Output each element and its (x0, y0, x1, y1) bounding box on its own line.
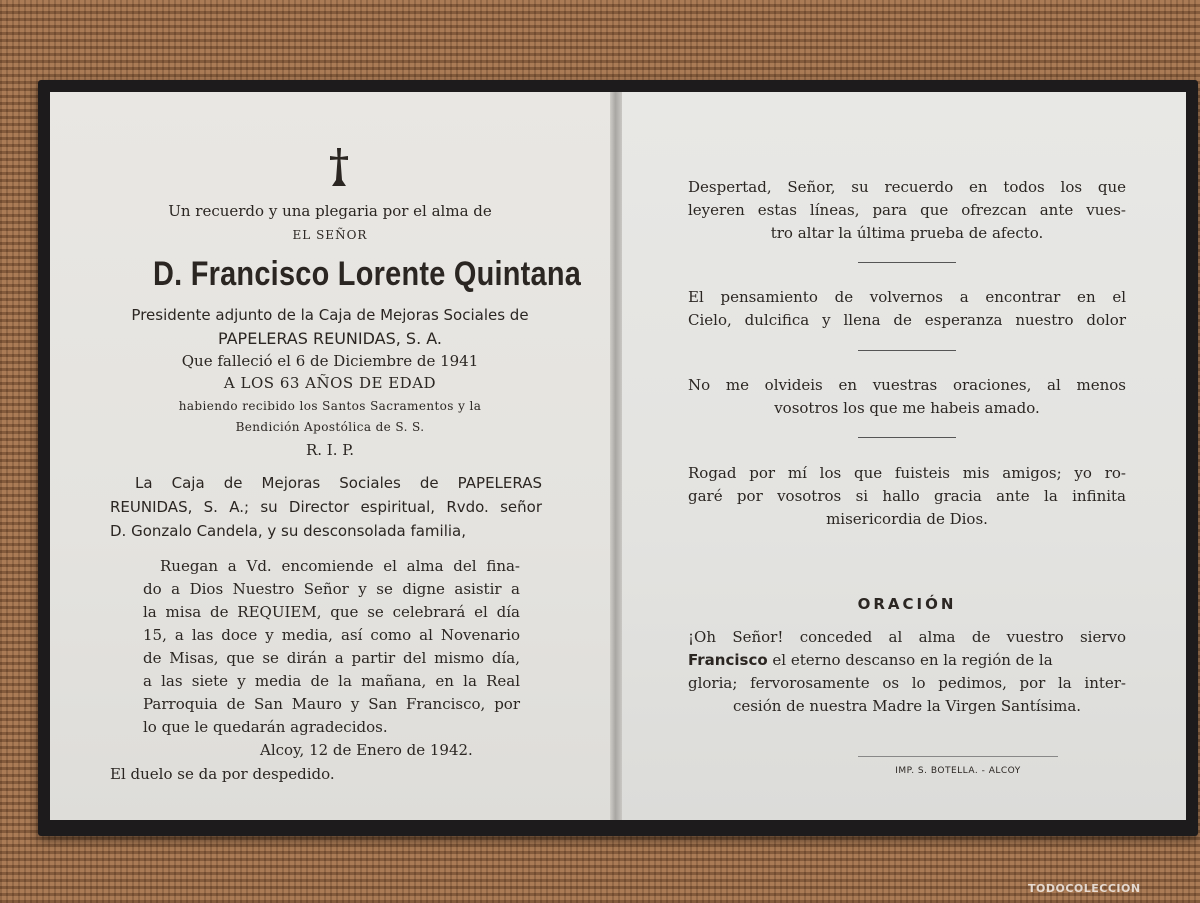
closing-line: El duelo se da por despedido. (110, 765, 335, 783)
card-fold (610, 92, 622, 820)
request-line-6: a las siete y media de la mañana, en la Real (143, 672, 520, 690)
request-line-4: 15, a las doce y media, así como al Novenario (143, 626, 520, 644)
separator-line (858, 350, 956, 351)
watermark: TODOCOLECCION (1028, 882, 1141, 895)
age-line: A LOS 63 AÑOS DE EDAD (223, 374, 437, 392)
printer-rule (858, 756, 1058, 757)
deceased-name: D. Francisco Lorente Quintana (153, 255, 582, 293)
company-line: PAPELERAS REUNIDAS, S. A. (217, 329, 443, 348)
honorific: EL SEÑOR (292, 228, 368, 242)
prayer-line-1: ¡Oh Señor! conceded al alma de vuestro siervo (688, 628, 1126, 646)
sacraments-line-1: habiendo recibido los Santos Sacramentos y la (178, 399, 482, 413)
verse-2-line-1: El pensamiento de volvernos a encontrar en el (688, 288, 1126, 306)
prayer-line-2-rest: el eterno descanso en la región de la (767, 651, 1053, 669)
cross-icon (325, 146, 353, 190)
verse-3-line-2: vosotros los que me habeis amado. (774, 399, 1040, 417)
memorial-card (38, 80, 1198, 836)
request-line-8: lo que le quedarán agradecidos. (143, 718, 388, 736)
prayer-line-4: cesión de nuestra Madre la Virgen Santísima. (732, 697, 1082, 715)
request-line-1: Ruegan a Vd. encomiende el alma del fina- (160, 557, 520, 575)
family-line-3: D. Gonzalo Candela, y su desconsolada familia, (110, 522, 467, 540)
prayer-title: ORACIÓN (857, 595, 957, 613)
verse-4-line-2: garé por vosotros si hallo gracia ante la infinita (688, 487, 1126, 505)
position-line: Presidente adjunto de la Caja de Mejoras Sociales de (131, 306, 529, 324)
verse-1-line-2: leyeren estas líneas, para que ofrezcan ante vues- (688, 201, 1126, 219)
prayer-line-2 (688, 651, 1126, 669)
verse-1-line-1: Despertad, Señor, su recuerdo en todos los que (688, 178, 1126, 196)
right-page (622, 92, 1186, 820)
verse-2-line-2: Cielo, dulcifica y llena de esperanza nuestro dolor (688, 311, 1126, 329)
request-line-7: Parroquia de San Mauro y San Francisco, por (143, 695, 520, 713)
date-line: Alcoy, 12 de Enero de 1942. (260, 741, 473, 759)
printer-imprint: IMP. S. BOTELLA. - ALCOY (895, 766, 1021, 776)
death-line: Que falleció el 6 de Diciembre de 1941 (181, 352, 479, 370)
left-page (50, 92, 610, 820)
family-line-1: La Caja de Mejoras Sociales de PAPELERAS (135, 474, 542, 492)
request-line-2: do a Dios Nuestro Señor y se digne asistir a (143, 580, 520, 598)
verse-4-line-1: Rogad por mí los que fuisteis mis amigos; yo ro- (688, 464, 1126, 482)
separator-line (858, 437, 956, 438)
intro-line: Un recuerdo y una plegaria por el alma de (168, 202, 492, 220)
rip-line: R. I. P. (305, 441, 355, 459)
sacraments-line-2: Bendición Apostólica de S. S. (235, 420, 425, 434)
prayer-name: Francisco (688, 651, 768, 669)
request-line-5: de Misas, que se dirán a partir del mismo día, (143, 649, 520, 667)
family-line-2: REUNIDAS, S. A.; su Director espiritual, Rvdo. señor (110, 498, 542, 516)
verse-3-line-1: No me olvideis en vuestras oraciones, al menos (688, 376, 1126, 394)
prayer-line-3: gloria; fervorosamente os lo pedimos, por la inter- (688, 674, 1126, 692)
verse-1-line-3: tro altar la última prueba de afecto. (770, 224, 1044, 242)
request-line-3: la misa de REQUIEM, que se celebrará el día (143, 603, 520, 621)
verse-4-line-3: misericordia de Dios. (826, 510, 988, 528)
separator-line (858, 262, 956, 263)
